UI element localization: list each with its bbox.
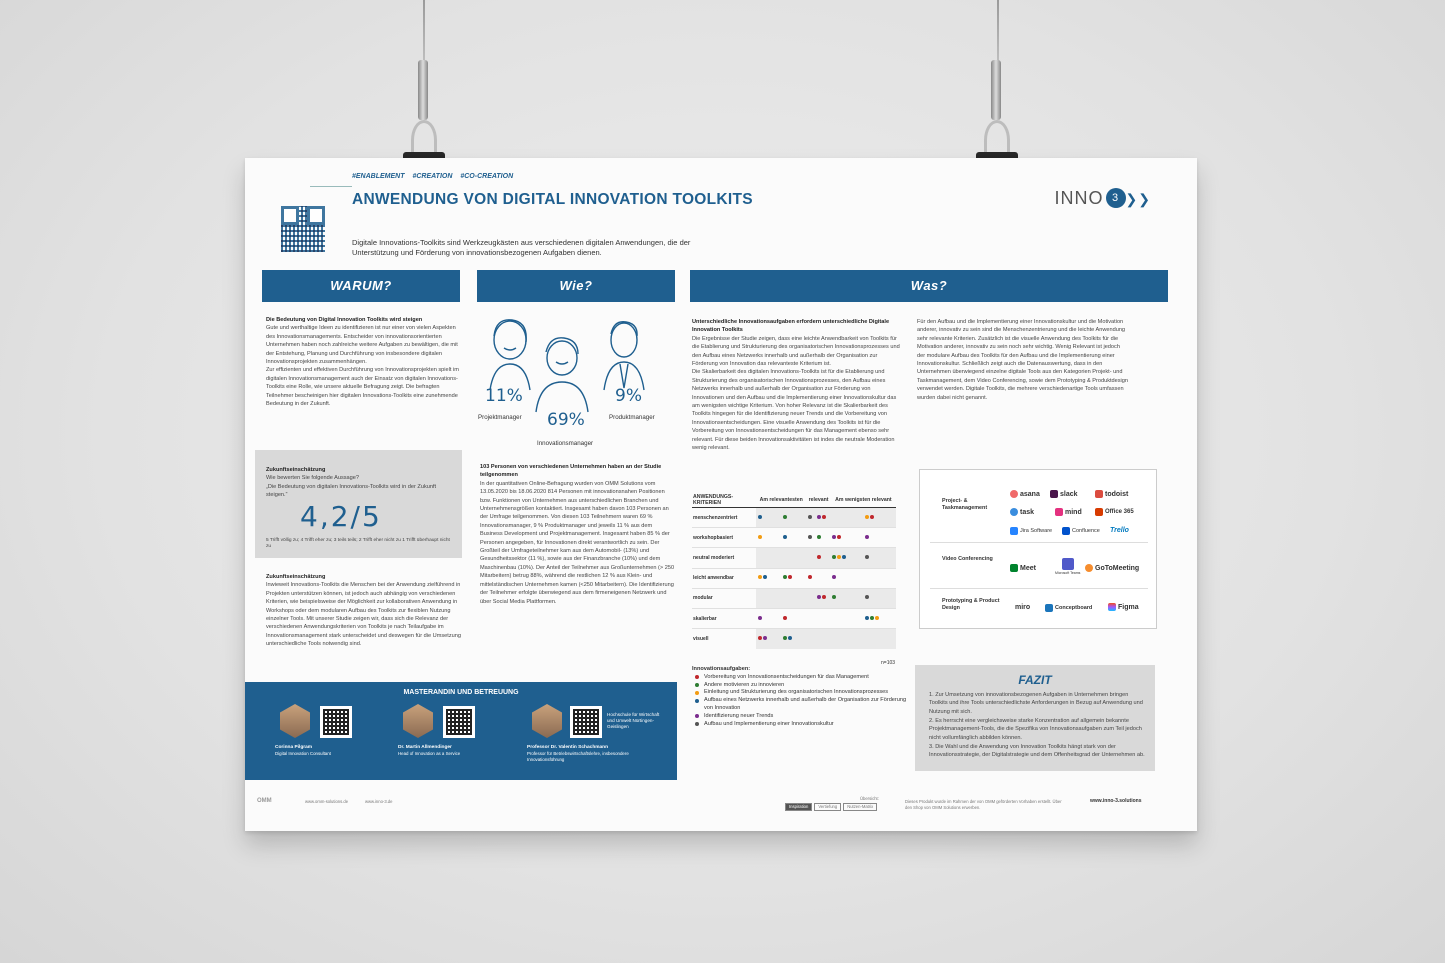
confluence-logo: Confluence (1062, 527, 1100, 535)
wie-paragraph: In der quantitativen Online-Befragung wurden von OMM Solutions vom 13.05.2020 bis 18.06.2020 814 Personen mit innovationsnahen Positionen bzw. Funktionen von Unternehmen aus unterschiedlichen Branchen und Unternehmensgrößen kontaktiert. Insgesamt haben davon 103 Personen an der Umfrage teilgenommen. Von diesen 103 Teilnehmern waren 69 % Innovationsmanager, 9 % Produktmanager und jeweils 11 % aus dem Business Development und Projektmanagement. Insgesamt haben 85 % der Personen angegeben, für Innovationen direkt verantwortlich zu sein. Der Großteil der Umfrageteilnehmer kam aus dem Automobil- (13%) und Gesundheitssektor (11 %), sowie aus der Finanzbranche (10%) und dem Maschinenbau (10%). Der Anteil der Teilnehmer aus Großunternehmen (> 250 Mitarbeitern) betrug 88%, während die restlichen 12 % aus Klein- und mittelständischen Unternehmen kamen (<250 Mitarbeitern). Die Identifizierung der Teilnehmer erfolgte überwiegend aus dem firmeneigenen Netzwerk und über Social Media Plattformen. (480, 480, 675, 605)
qr-code-icon (320, 706, 352, 738)
share-percent: 69% (547, 410, 585, 430)
criterion-label: modular (692, 588, 756, 608)
trello-logo: Trello (1110, 527, 1129, 534)
teams-logo: Microsoft Teams (1055, 558, 1080, 575)
person-caption: Professor Dr. Valentin Schachmann Professor für Betriebswirtschaftslehre, insbesondere Innovationsführung (527, 745, 629, 762)
was-text-right: Für den Aufbau und die Implementierung einer Innovationskultur und die Motivation anderer, innovativ zu sein sind die Menschenzentrierung und die leichte Anwendung sehr relevante Kriterien. Zusätzlich ist die visuelle Anwendung des Toolkits für die Motivation anderer, innovativ zu sein noch sehr wichtig. Wenig Relevant ist jedoch der modulare Aufbau des Toolkits für den Aufbau und die Implementierung einer Innovationskultur. Schließlich zeigt auch die Datenauswertung, dass in den Unternehmen überwiegend einzelne digitale Tools aus den Kategorien Projekt- und Taskmanagement, dem Video Conferencing, sowie dem Prototyping & Produktdesign verwendet werden. Digitale Toolkits, die mehrere verschiedenartige Tools umfassen wurden dabei nicht genannt. (917, 319, 1129, 401)
tag: #CREATION (412, 173, 453, 180)
category-label: Project- & Taskmanagement (942, 498, 988, 511)
footer-link[interactable]: www.inno-3.de (365, 799, 393, 804)
person-caption: Dr. Martin Allmendinger Head of Innovation as a Service (398, 745, 461, 756)
matrix-row (692, 568, 896, 588)
tool-overview (919, 469, 1157, 629)
gotomeeting-logo: GoToMeeting (1085, 564, 1139, 572)
avatar (532, 704, 562, 738)
legend-item: Aufbau und Implementierung einer Innovationskultur (692, 721, 907, 729)
banner-warum: WARUM? (262, 270, 460, 302)
legend-title: Innovationsaufgaben: (692, 666, 751, 672)
title-rule (310, 186, 352, 187)
conclusion-title: FAZIT (1018, 673, 1052, 687)
footer-nav-label: Übersicht: (860, 796, 879, 801)
divider (930, 588, 1148, 589)
banner-was: Was? (690, 270, 1168, 302)
footer-omm-logo: OMM (257, 798, 272, 804)
conceptboard-logo: Conceptboard (1045, 604, 1092, 612)
forecast-quote: „Die Bedeutung von digitalen Innovations-Toolkits wird in der Zukunft steigen.“ (266, 483, 437, 499)
matrix-row (692, 528, 896, 548)
task-logo: task (1010, 508, 1034, 516)
poster (245, 158, 1197, 831)
miro-logo: miro (1015, 604, 1031, 611)
wie-text (480, 463, 675, 606)
matrix-row (692, 508, 896, 528)
jira-logo: Jira Software (1010, 527, 1052, 535)
matrix-header: ANWENDUNGS-KRITERIEN (692, 493, 756, 508)
warum-heading: Die Bedeutung von Digital Innovation Toolkits wird steigen (266, 317, 423, 323)
was-text-left (692, 318, 902, 453)
criterion-label: leicht anwendbar (692, 568, 756, 588)
qr-code-icon (281, 206, 325, 252)
person-icon (490, 320, 530, 390)
conclusion-item: 2. Es herrscht eine vergleichsweise starke Konzentration auf allgemein bekannte Projektmanagement-Tools, die die Spezifika von Innovationsaufgaben zum Teil jedoch nicht vollumfänglich abbilden können. (929, 718, 1142, 741)
matrix-row (692, 629, 896, 649)
matrix-header: Am wenigsten relevant (831, 493, 896, 508)
matrix-row (692, 588, 896, 608)
forecast-question: Wie bewerten Sie folgende Aussage? (266, 475, 359, 482)
forecast-heading: Zukunftseinschätzung (266, 467, 326, 473)
footer-website[interactable]: www.inno-3.solutions (1090, 798, 1142, 804)
avatar (403, 704, 433, 738)
warum-heading-2: Zukunftseinschätzung (266, 574, 326, 580)
criterion-label: visuell (692, 629, 756, 649)
todoist-logo: todoist (1095, 490, 1128, 498)
conclusion-item: 3. Die Wahl und die Anwendung von Innovation Toolkits hängt stark von der Innovationsstrategie, der Digitalstrategie und dem Offenheitsgrad der Unternehmen ab. (929, 744, 1145, 759)
share-percent: 9% (615, 386, 642, 406)
criterion-label: skalierbar (692, 608, 756, 628)
was-paragraph: Die Skalierbarkeit des digitalen Innovations-Toolkits ist für die Etablierung und Strukturierung des organisatorischen Innovationsprozesses, den Aufbau eines Netzwerks innerhalb und außerhalb der Organisation zur Förderung von Innovationen und den Aufbau und die Implementierung einer Innovationskultur das am wenigsten wichtige Kriterium. Von hoher Relevanz ist die Skalierbarkeit des Toolkits hingegen für die Identifizierung neuer Trends und die Vorbereitung von Innovationsentscheidungen. Eine visuelle Anwendung des Toolkits ist für die Vorbereitung von Innovationsentscheidungen für das Management ebenso sehr relevant. Für diese beiden Innovationsaktivitäten ist indes die neutrale Moderation wenig relevant. (692, 369, 897, 452)
wie-heading: 103 Personen von verschiedenen Unternehmen haben an der Studie teilgenommen (480, 464, 662, 479)
person-caption: Corinna Pilgram Digital Innovation Consultant (275, 745, 331, 756)
legend-item: Einleitung und Strukturierung des organisatorischen Innovationsprozesses (692, 689, 907, 697)
logo-number: 3 (1106, 188, 1126, 208)
task-legend (692, 666, 907, 728)
matrix-row (692, 548, 896, 568)
university-logo: Hochschule für Wirtschaft und Umwelt Nürtingen-Geislingen (607, 712, 660, 729)
figma-logo: Figma (1108, 603, 1139, 611)
legend-item: Andere motivieren zu innovieren (692, 682, 907, 690)
forecast-score: 4,2/5 (300, 500, 382, 533)
person-icon (604, 322, 644, 390)
qr-code-icon (570, 706, 602, 738)
warum-text-2 (266, 573, 461, 649)
role-label: Produktmanager (609, 414, 655, 421)
supervision-title: MASTERANDIN UND BETREUUNG (403, 689, 519, 696)
mindmeister-logo: mind (1055, 508, 1082, 516)
page-title: ANWENDUNG VON DIGITAL INNOVATION TOOLKITS (352, 191, 753, 208)
tag: #ENABLEMENT (352, 173, 405, 180)
criterion-label: workshopbasiert (692, 528, 756, 548)
conclusion-box (915, 665, 1155, 771)
asana-logo: asana (1010, 490, 1040, 498)
was-heading: Unterschiedliche Innovationsaufgaben erfordern unterschiedliche Digitale Innovation Toolkits (692, 319, 890, 334)
matrix-header: Am relevantesten (756, 493, 806, 508)
footer-note: Dieses Produkt wurde im Rahmen der von OMM geförderten Vorhaben erstellt. Über den Shop von OMM Solutions erwerben. (905, 799, 1062, 810)
legend-item: Identifizierung neuer Trends (692, 713, 907, 721)
criterion-label: menschenzentriert (692, 508, 756, 528)
forecast-text (266, 466, 456, 500)
google-meet-logo: Meet (1010, 564, 1036, 572)
hashtag-list (352, 173, 519, 180)
divider (930, 542, 1148, 543)
legend-item: Vorbereitung von Innovationsentscheidungen für das Management (692, 674, 907, 682)
warum-paragraph: Gute und werthaltige Ideen zu identifizieren ist nur einer von vielen Aspekten des Innovationsmanagements. Entscheider von innovationsorientierten Unternehmen haben noch zahlreiche weitere Aufgaben zu bewältigen, die mit der Entstehung, Planung und Durchführung von insbesondere digitalen Innovationsprojekten zusammenhängen. (266, 325, 458, 366)
warum-paragraph: Zur effizienten und effektiven Durchführung von Innovationsprojekten spielt im digitalen Innovationsmanagement auch der Einsatz von digitalen Innovations-Toolkits eine Rolle, wie unsere aktuelle Befragung zeigt. Die befragten Teilnehmer bescheinigen hier digitalen Innovations-Toolkits eine zunehmende Bedeutung in der Zukunft. (266, 367, 459, 408)
category-label: Prototyping & Product Design (942, 598, 1000, 611)
conclusion-item: 1. Zur Umsetzung von innovationsbezogenen Aufgaben in Unternehmen bringen Toolkits und ihre Tools unterschiedlichste Anforderungen in Bezug auf Anwendung und Nutzung mit sich. (929, 692, 1143, 715)
legend-item: Aufbau eines Netzwerks innerhalb und außerhalb der Organisation zur Förderung von Innovation (692, 697, 907, 713)
nav-button[interactable]: Inspiration (785, 803, 812, 811)
sample-size: n=103 (881, 660, 896, 666)
inno3-logo: INNO 3 ❯❯ (1054, 188, 1151, 208)
chevrons-icon: ❯❯ (1125, 191, 1151, 207)
warum-text (266, 316, 461, 408)
share-percent: 11% (485, 386, 523, 406)
footer-link[interactable]: www.omm-solutions.de (305, 799, 349, 804)
criterion-label: neutral moderiert (692, 548, 756, 568)
footer-nav (785, 803, 879, 811)
nav-button[interactable]: Vertiefung (814, 803, 841, 811)
nav-button[interactable]: Nutzen-Matrix (843, 803, 877, 811)
office365-logo: Office 365 (1095, 508, 1134, 516)
intro-text: Digitale Innovations-Toolkits sind Werkzeugkästen aus verschiedenen digitalen Anwendungen, die der Unterstützung und Förderung von innovationsbezogenen Aufgaben dienen. (352, 238, 691, 257)
avatar (280, 704, 310, 738)
was-paragraph: Die Ergebnisse der Studie zeigen, dass eine leichte Anwendbarkeit von Toolkits für die Etablierung und Strukturierung des organisatorischen Innovationsprozesses und den Aufbau eines Netzwerks innerhalb und außerhalb der Organisation zur Förderung von Innovation das relevanteste Kriterium ist. (692, 335, 900, 368)
criteria-matrix (692, 493, 896, 649)
category-label: Video Conferencing (942, 556, 993, 562)
qr-code-icon (443, 706, 475, 738)
supervision-band (245, 682, 677, 780)
role-label: Projektmanager (478, 414, 522, 421)
matrix-header: relevant (806, 493, 830, 508)
matrix-row (692, 608, 896, 628)
banner-wie: Wie? (477, 270, 675, 302)
person-icon (536, 338, 588, 412)
role-label: Innovationsmanager (537, 440, 594, 447)
warum-paragraph: Inwieweit Innovations-Toolkits die Menschen bei der Anwendung zielführend in Projekten unterstützen können, ist jedoch auch abhängig von verschiedenen Kriterien, wie beispielsweise der Möglichkeit zur kollaborativen Anwendung in Workshops oder dem modularen Aufbau des Toolkits zur flexiblen Nutzung einzelner Tools. Mit unserer Studie zeigen wir, dass sich die Relevanz der verschiedenen Anwendungskriterien von Toolkits je nach Teilaufgabe im Innovationsmanagement stark unterscheidet und deswegen für die Umsetzung unterschiedliche Tools notwendig sind. (266, 582, 461, 648)
tag: #CO-CREATION (460, 173, 514, 180)
slack-logo: slack (1050, 490, 1078, 498)
forecast-scale: 5 Trifft völlig zu; 4 Trifft eher zu; 3 teils teils; 2 Trifft eher nicht zu 1 Trifft überhaupt nicht zu (266, 538, 450, 549)
